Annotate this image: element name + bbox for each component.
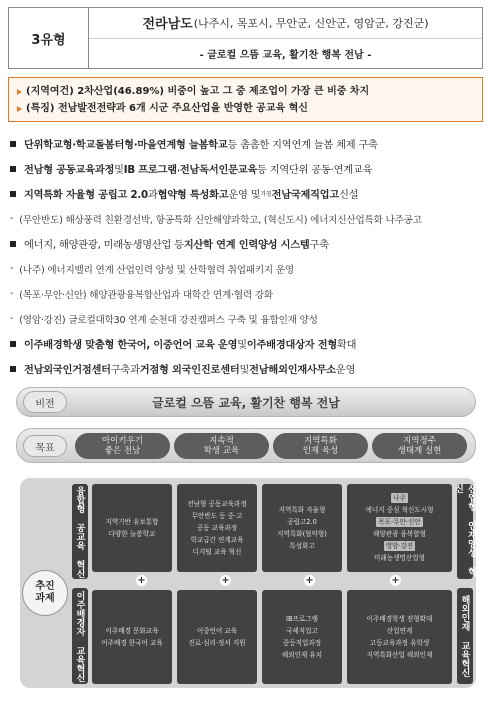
bullet-text: (영암·강진) 글로컬대학30 연계 순천대 강진캠퍼스 구축 및 융합인재 양성 <box>19 314 318 326</box>
bullet-text: 협약형 특성화고 <box>157 190 229 201</box>
bullet-text: (나주) 에너지밸리 연계 산업인력 양성 및 산학협력 취업패키지 운영 <box>19 264 294 276</box>
dash-bullet: - <box>10 313 14 324</box>
task-cell <box>92 484 172 572</box>
square-bullet-icon <box>10 141 16 147</box>
bullet-item <box>8 131 488 156</box>
bullet-text: IB 프로그램 <box>123 165 177 176</box>
region-tag: 나주 <box>393 494 406 502</box>
plus-icon: + <box>305 575 314 586</box>
bullet-text: 이주배경학생 맞춤형 한국어, 이중언어 교육 운영 <box>24 340 238 351</box>
goals-bar <box>16 428 476 463</box>
bullet-text: 전남국제직업고 <box>271 190 340 201</box>
context-text: (지역여건) 2차산업(46.89%) 비중이 높고 그 중 제조업이 가장 큰 비중 차지 <box>26 86 370 97</box>
bullet-text: 전남해외인재사무소 <box>249 365 336 376</box>
left-top-label: 융합형 공교육 혁신 <box>72 484 88 579</box>
task-item: 해양관광 융복합형 <box>372 530 427 538</box>
sub-bullet-item <box>8 206 488 231</box>
region-slogan: - 글로컬 으뜸 교육, 활기찬 행복 전남 - <box>199 49 372 61</box>
bullet-text: 단위학교형·학교돌봄터형·마을연계형 늘봄학교 <box>24 140 228 151</box>
bullet-text: 가칭 <box>260 191 272 198</box>
task-item: 지역특화(협약형) <box>277 530 327 538</box>
task-cell <box>92 590 172 684</box>
goal-pill: 지역특화 인재 육성 <box>273 433 368 459</box>
task-cell <box>262 484 342 572</box>
dash-bullet: - <box>10 288 14 299</box>
region-tag: 영암·강진 <box>385 542 414 550</box>
bullet-item <box>8 231 488 256</box>
tasks-label: 추진 과제 <box>22 570 68 616</box>
right-bottom-label: 해외인재 교육혁신 <box>457 588 473 684</box>
vision-text: 글로컬 으뜸 교육, 활기찬 행복 전남 <box>152 395 340 410</box>
plus-icon: + <box>221 575 230 586</box>
task-item: 학교급간 연계교육 <box>190 536 244 544</box>
bullet-text: 및 <box>237 340 247 351</box>
bullet-text: 지산학 연계 인력양성 시스템 <box>183 240 310 251</box>
region-cities: (나주시, 목포시, 무안군, 신안군, 영암군, 강진군) <box>193 16 429 30</box>
bullet-text: 전남독서인문교육 <box>179 165 258 176</box>
square-bullet-icon <box>10 341 16 347</box>
square-bullet-icon <box>10 166 16 172</box>
task-item: 이주배경 한국어 교육 <box>101 639 163 647</box>
region-tag: 목포·무안·신안 <box>378 518 421 526</box>
square-bullet-icon <box>10 241 16 247</box>
task-item: 전남형 공동교육과정 <box>187 500 247 508</box>
bullet-item <box>8 181 488 206</box>
right-top-label: 산업형 인재양성 혁신 <box>457 484 473 579</box>
task-item: 공립고2.0 <box>287 518 317 526</box>
sub-bullet-item <box>8 306 488 331</box>
task-item: 지역특화 자율형 <box>278 506 326 514</box>
task-item: 디지털 교육 혁신 <box>192 548 242 556</box>
bullet-text: 운영 및 <box>228 190 261 201</box>
bullet-text: 과 <box>147 190 158 201</box>
square-bullet-icon <box>10 191 16 197</box>
task-item: 중등직업과정 <box>282 639 322 647</box>
task-item: 에너지 중심 혁신도시형 <box>365 506 434 514</box>
task-item: 미래농생명산업형 <box>374 554 425 562</box>
sub-bullet-item <box>8 256 488 281</box>
task-item: 다양한 늘봄학교 <box>108 530 156 538</box>
triangle-bullet-icon <box>17 89 22 95</box>
type-label: 3유형 <box>9 8 89 68</box>
bullet-text: 등 지역단위 공동·연계교육 <box>257 165 373 176</box>
plus-icon: + <box>137 575 146 586</box>
bullet-item <box>8 156 488 181</box>
context-line <box>17 100 474 117</box>
goal-pill: 지속적 학생 교육 <box>174 433 269 459</box>
tasks-panel <box>20 478 476 688</box>
task-cell <box>347 590 452 684</box>
bullet-text: 구축과 <box>110 365 140 376</box>
sub-bullet-item <box>8 281 488 306</box>
task-item: 지역특화산업 해외인재 <box>366 651 433 659</box>
task-item: IB프로그램 <box>286 615 318 623</box>
goal-pill: 아이키우기 좋은 전남 <box>75 433 170 459</box>
header-table <box>8 7 483 69</box>
initiative-list <box>8 131 488 381</box>
bullet-item <box>8 356 488 381</box>
task-item: 해외인재 유치 <box>281 651 323 659</box>
bullet-text: 이주배경대상자 전형 <box>246 340 338 351</box>
task-item: 무안반도 등 중·고 <box>191 512 243 520</box>
context-line <box>17 83 474 100</box>
region-title <box>89 8 482 39</box>
goal-pill: 지역정주 생태계 실현 <box>372 433 467 459</box>
bullet-text: 등 촘촘한 지역연계 늘봄 체제 구축 <box>227 140 378 151</box>
bullet-text: 전남형 공동교육과정 <box>24 165 115 176</box>
bullet-text: 운영 <box>335 365 356 376</box>
bullet-text: (무안반도) 해상풍력 친환경선박, 항공특화 신안해양과학고, (혁신도시) 에너지신산업특화 나주공고 <box>19 214 422 226</box>
task-cell <box>177 484 257 572</box>
bullet-text: 에너지, 해양관광, 미래농생명산업 등 <box>24 240 184 251</box>
triangle-bullet-icon <box>17 106 22 112</box>
bullet-text: 전남외국인거점센터 <box>24 365 111 376</box>
region-name: 전라남도 <box>142 17 193 33</box>
task-item: 국제직업고 <box>286 627 318 635</box>
task-item: 산업연계 <box>386 627 413 635</box>
task-item: 공동 교육과정 <box>196 524 238 532</box>
left-bottom-label: 이주배경자 교육혁신 <box>72 588 88 684</box>
task-item: 진로·심리·정서 지원 <box>188 639 246 647</box>
plus-icon: + <box>391 575 400 586</box>
bullet-text: 구축 <box>309 240 329 251</box>
bullet-text: , <box>176 163 180 174</box>
task-item: 이주배경학생 전형확대 <box>366 615 433 623</box>
bullet-text: 및 <box>114 165 124 176</box>
bullet-item <box>8 331 488 356</box>
bullet-text: (목포·무안·신안) 해양관광융복합산업과 대학간 연계·협력 강화 <box>19 289 273 301</box>
bullet-text: 및 <box>239 365 250 376</box>
task-cell <box>177 590 257 684</box>
task-item: 이중언어 교육 <box>196 627 238 635</box>
header-main <box>89 8 482 68</box>
dash-bullet: - <box>10 213 14 224</box>
vision-label: 비전 <box>23 391 67 413</box>
task-item: 이주배경 문화교육 <box>105 627 159 635</box>
task-cell <box>262 590 342 684</box>
bullet-text: 지역특화 자율형 공립고 2.0 <box>24 190 148 201</box>
context-box <box>8 77 483 122</box>
task-item: 특성화고 <box>289 542 315 550</box>
task-item: 지역기반 유보통합 <box>105 518 159 526</box>
square-bullet-icon <box>10 366 16 372</box>
task-cell <box>347 484 452 572</box>
goals-label: 목표 <box>23 435 67 457</box>
task-item: 고등교육과정 유학생 <box>369 639 430 647</box>
dash-bullet: - <box>10 263 14 274</box>
bullet-text: 거점형 외국인진로센터 <box>139 365 240 376</box>
vision-bar <box>16 387 476 417</box>
bullet-text: 확대 <box>337 340 357 351</box>
context-text: (특징) 전남발전전략과 6개 시군 주요산업을 반영한 공교육 혁신 <box>26 103 308 114</box>
bullet-text: 신설 <box>339 190 359 201</box>
